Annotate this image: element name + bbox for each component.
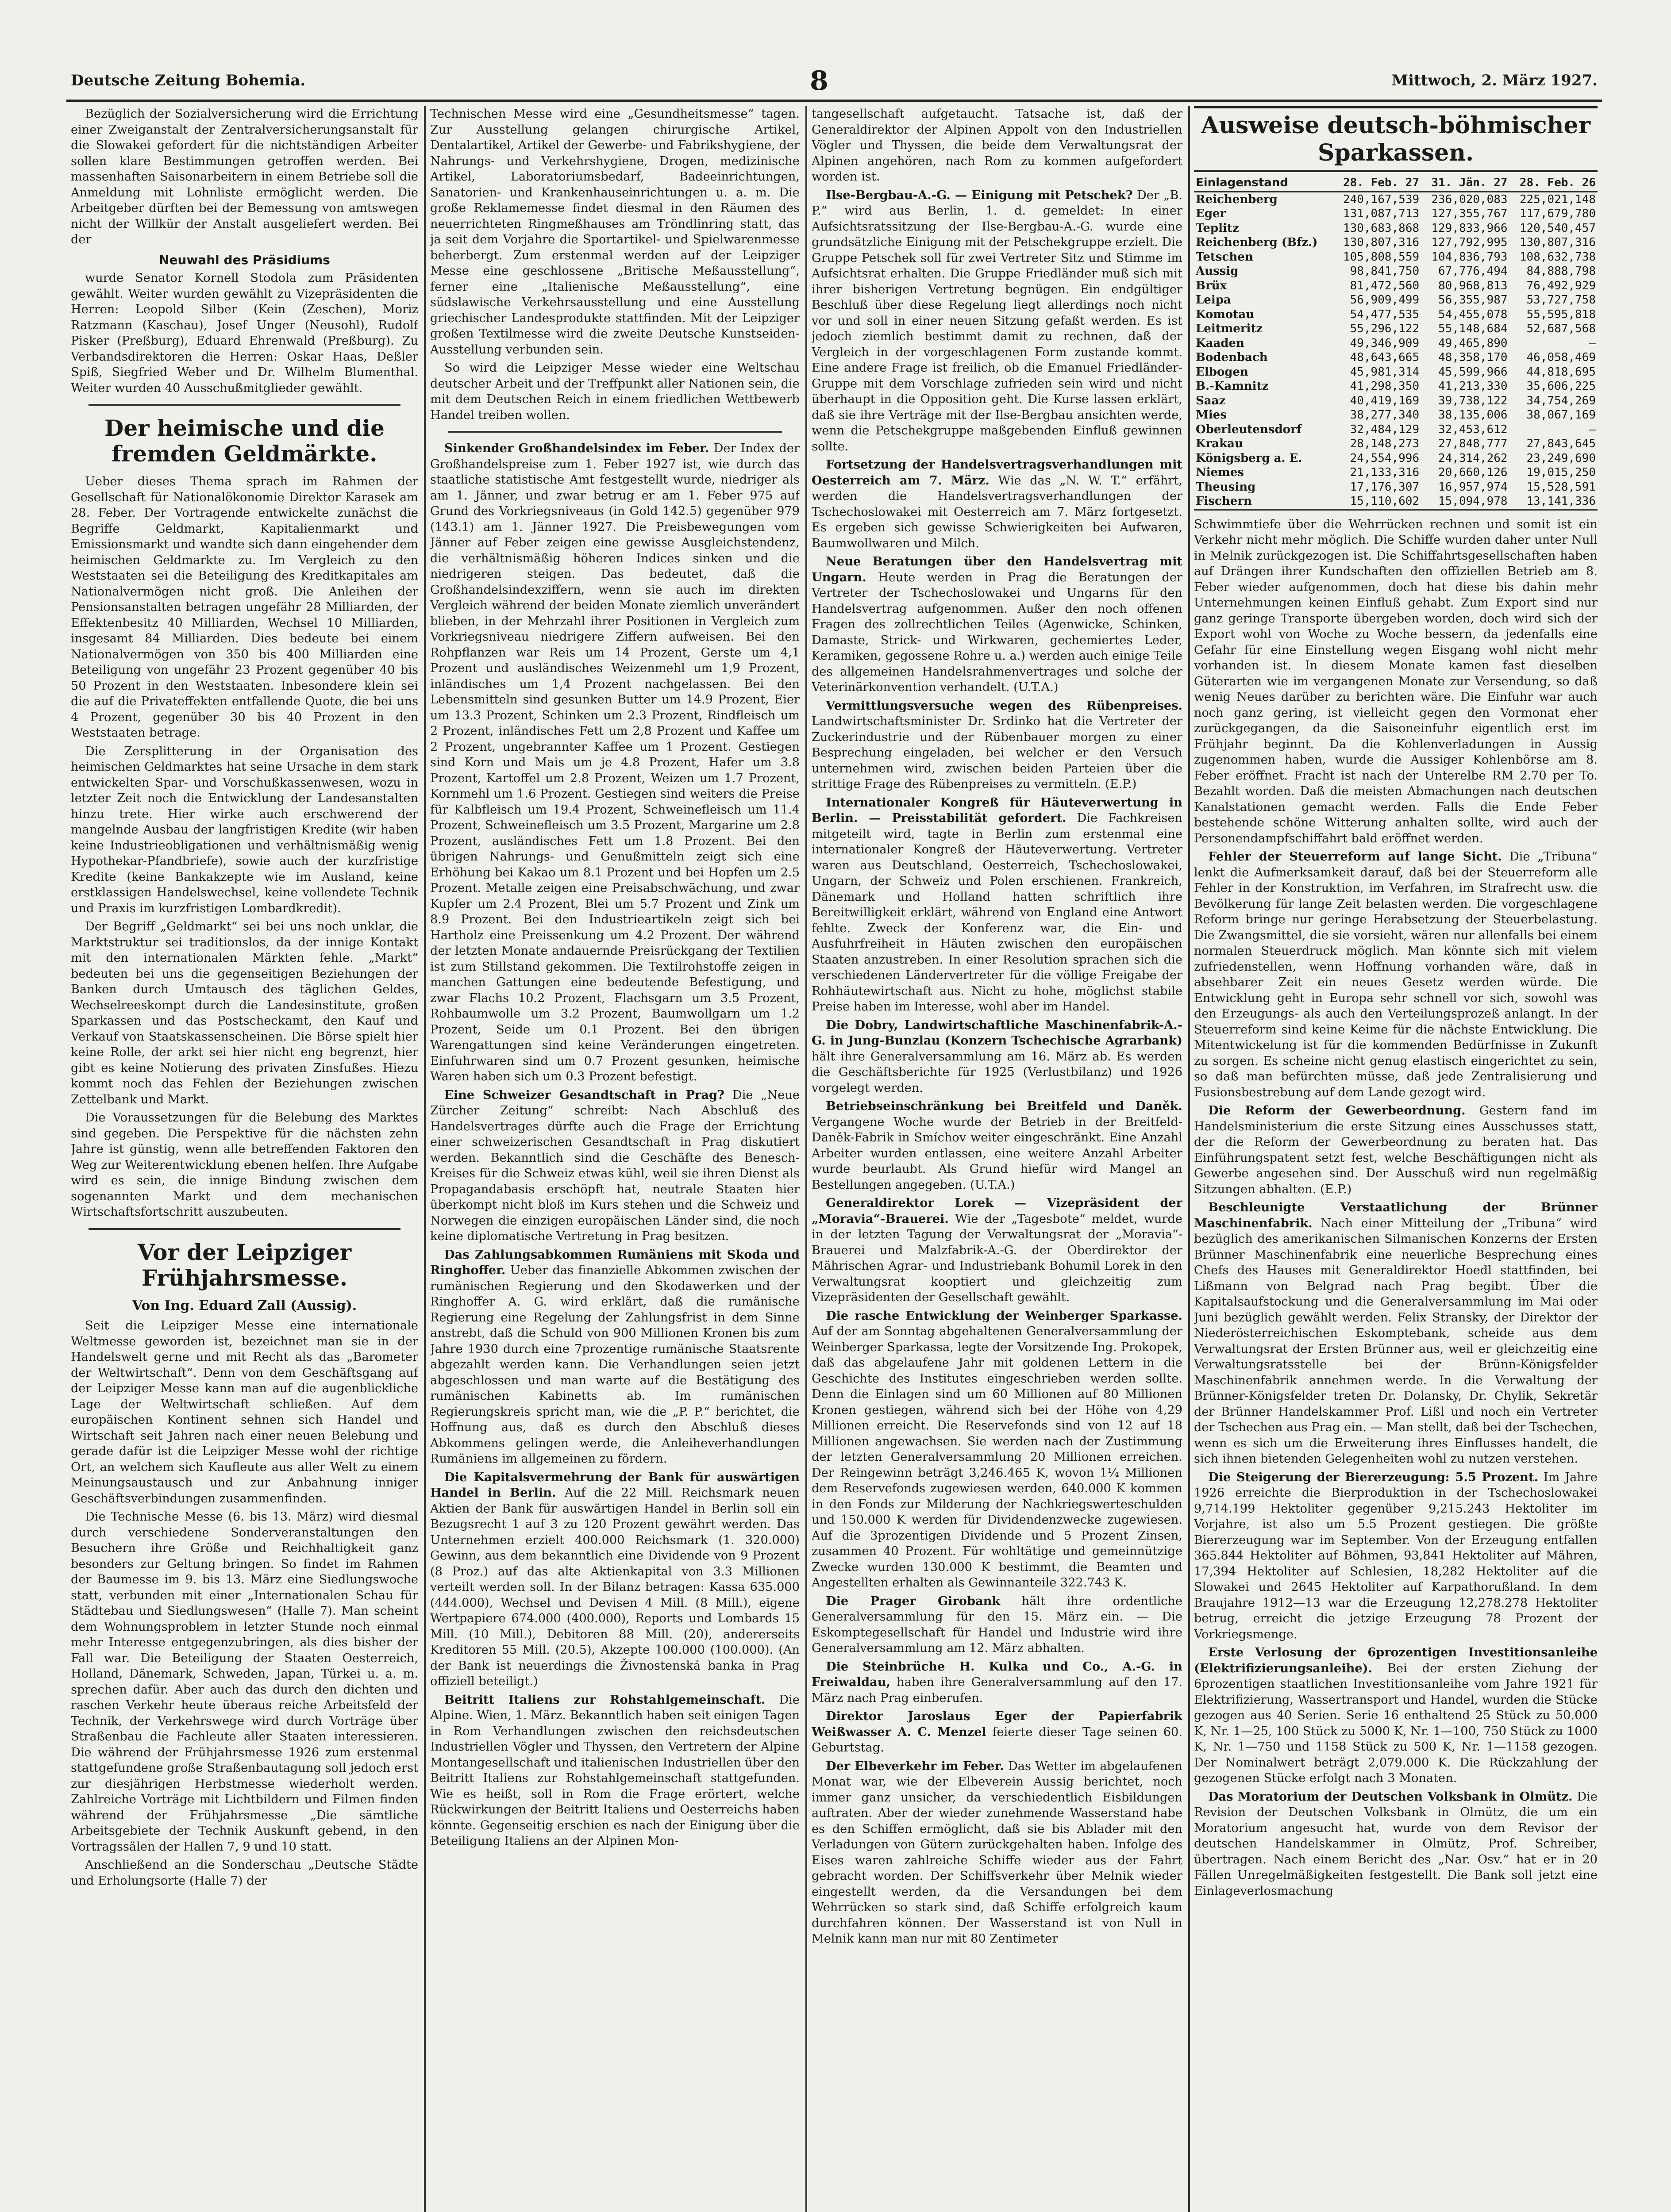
news-item-heading: Die Steigerung der Biererzeugung: 5.5 Prozent.: [1208, 1470, 1538, 1484]
column-header: Einlagenstand: [1194, 175, 1333, 192]
table-row: [1194, 221, 1598, 236]
article-paragraph: Schwimmtiefe über die Wehrrücken rechnen und somit ist ein Verkehr nicht mehr möglich. Die Schiffe wurden daher unter Null in Melnik zurückgezogen ist. Die Schiffahrtsgesellschaften haben auf Drängen ihrer Kundschaften den offiziellen Betrieb am 8. Feber wieder aufgenommen, doch hat diese bis dahin mehr Unternehmungen keinen Einfluß gehabt. Zum Export sind nur ganz geringe Transporte übergeben worden, doch wird sich der Export wohl von Woche zu Woche bessern, da jedenfalls eine Gefahr für eine Einstellung wegen Eisgang wohl nicht mehr vorhanden ist. In diesem Monate kamen fast dieselben Güterarten wie im vergangenen Monate zur Versendung, so daß wenig Neues darüber zu berichten wäre. Die Einfuhr war auch noch ganz gering, ist vielleicht gegen den Vormonat eher zurückgegangen, da die Saisoneinfuhr eigentlich erst im Frühjahr beginnt. Da die Kohlenverladungen in Aussig zugenommen haben, wurde die Aussiger Kohlenbörse am 8. Feber eröffnet. Fracht ist nach der Unterelbe RM 2.70 per To. Bezahlt worden. Daß die meisten Abmachungen nach deutschen Kanalstationen gemacht werden. Falls die Ende Feber bestehende schöne Witterung anhalten sollte, wird auch der Personendampfschiffahrt bald eröffnet werden.: [1194, 517, 1598, 845]
amount-cell: 52,687,568: [1526, 322, 1596, 335]
amount-cell: 55,296,122: [1350, 322, 1420, 335]
amount-cell: 32,453,612: [1438, 422, 1508, 436]
column-2: [430, 106, 800, 2212]
table-row: [1194, 192, 1598, 207]
amount-cell: 240,167,539: [1343, 192, 1420, 206]
amount-cell: 129,833,966: [1431, 221, 1508, 235]
amount-cell: 20,660,126: [1438, 466, 1508, 479]
amount-cell: 105,808,559: [1343, 250, 1420, 264]
amount-cell: 127,355,767: [1431, 207, 1508, 220]
amount-cell: 27,843,645: [1526, 437, 1596, 450]
bank-name-cell: Aussig: [1196, 265, 1239, 278]
amount-cell: 23,249,690: [1526, 451, 1596, 465]
amount-cell: —: [1589, 422, 1596, 436]
article-paragraph: Technischen Messe wird eine „Gesundheitsmesse“ tagen. Zur Ausstellung gelangen chirurgische Artikel, Dentalartikel, Artikel der Gewerbe- und Fabrikshygiene, der Nahrungs- und Verkehrshygiene, Drogen, medizinische Artikel, Laboratoriumsbedarf, Badeeinrichtungen, Sanatorien- und Krankenhauseinrichtungen u. a. m. Die große Reklamemesse findet diesmal in den Räumen des neuerrichteten Ringmeßhauses am Tröndlinring statt, das ja seit dem Vorjahre die Sportartikel- und Spielwarenmesse beherbergt. Zum erstenmal werden auf der Leipziger Messe eine geschlossene „Britische Meßausstellung“, ferner eine „Italienische Meßausstellung“, eine südslawische Verkehrsausstellung und eine Ausstellung griechischer Landesprodukte stattfinden. Mit der Leipziger großen Textilmesse wird die zweite Deutsche Kunstseiden-Ausstellung verbunden sein.: [430, 107, 800, 357]
bank-name-cell: Leipa: [1196, 293, 1231, 307]
table-row: [1194, 250, 1598, 265]
table-row: [1194, 379, 1598, 394]
news-item-text: hält ihre ordentliche Generalversammlung für den 15. März ein. — Die Eskomptegesellschaft für Handel und Industrie wird ihre Generalversammlung am 12. März abhalten.: [812, 1594, 1182, 1655]
news-item-heading: Ilse-Bergbau-A.-G. — Einigung mit Petschek?: [826, 188, 1133, 202]
table-row: [1194, 350, 1598, 365]
news-item-heading: Das Moratorium der Deutschen Volksbank in Olmütz.: [1208, 1789, 1573, 1804]
bank-name-cell: Elbogen: [1196, 365, 1248, 379]
bank-name-cell: Reichenberg: [1196, 192, 1278, 206]
bank-name-cell: Bodenbach: [1196, 351, 1268, 364]
masthead: Deutsche Zeitung Bohemia.: [71, 72, 306, 89]
news-item-text: feierte dieser Tage seinen 60. Geburtstag.: [812, 1725, 1182, 1755]
amount-cell: 16,957,974: [1438, 480, 1508, 494]
amount-cell: 15,528,591: [1526, 480, 1596, 494]
news-item-heading: Vermittlungsversuche wegen des Rübenpreises.: [826, 698, 1182, 713]
news-item-heading: Internationaler Kongreß für Häuteverwertung in Berlin. — Preisstabilität gefordert.: [812, 795, 1182, 825]
amount-cell: 40,419,169: [1350, 394, 1420, 407]
news-item-heading: Die Steinbrüche H. Kulka und Co., A.-G. in Freiwaldau,: [812, 1659, 1182, 1689]
article-paragraph: So wird die Leipziger Messe wieder eine Weltschau deutscher Arbeit und der Treffpunkt aller Nationen sein, die mit dem Deutschen Reich in einem friedlichen Wettbewerb Handel treiben wollen.: [430, 361, 800, 422]
amount-cell: 54,477,535: [1350, 307, 1420, 321]
news-item-text: Das Wetter im abgelaufenen Monat war, wie der Elbeverein Aussig berichtet, noch immer ganz unsicher, da verschiedentlich Eisbildungen auftraten. Aber der wieder zunehmende Wasserstand habe es den Schiffen ermöglicht, daß sie bis Ablader mit den Verladungen von Gütern zurückgehalten haben. Infolge des Eises waren zahlreiche Schiffe wieder aus der Fahrt gebracht worden. Der Schiffsverkehr über Melnik wieder eingestellt werden, da die Versandungen bei dem Wehrrücken so stark sind, daß Schiffe erfolgreich kaum durchfahren können. Der Wasserstand ist von Null in Melnik kann man nur mit 80 Zentimeter: [812, 1759, 1182, 1946]
news-item-text: Landwirtschaftsminister Dr. Srdinko hat die Vertreter der Zuckerindustrie und der Rübenbauer morgen zu einer Besprechung eingeladen, bei welcher er den Versuch unternehmen wird, zwischen beiden Parteien über die strittige Frage des Rübenpreises zu vermitteln. (E.P.): [812, 714, 1182, 791]
amount-cell: 131,087,713: [1343, 207, 1420, 220]
bank-name-cell: Niemes: [1196, 466, 1244, 479]
table-body: [1194, 192, 1598, 510]
table-row: [1194, 494, 1598, 510]
amount-cell: 32,484,129: [1350, 422, 1420, 436]
amount-cell: 108,632,738: [1519, 250, 1596, 264]
column-1: [71, 106, 418, 2212]
table-row: [1194, 235, 1598, 250]
news-item-text: Vergangene Woche wurde der Betrieb in der Breitfeld-Daněk-Fabrik in Smíchov weiter eingeschränkt. Eine Anzahl Arbeiter wurden entlassen, eine weitere Anzahl Arbeiter wurde beurlaubt. Als Grund hiefür wird Mangel an Bestellungen angegeben. (U.T.A.): [812, 1115, 1182, 1192]
bank-name-cell: Fischern: [1194, 494, 1333, 510]
amount-cell: 120,540,457: [1519, 221, 1596, 235]
news-item-heading: Beitritt Italiens zur Rohstahlgemeinschaft.: [444, 1692, 766, 1707]
amount-cell: 130,807,316: [1343, 236, 1420, 249]
amount-cell: 41,298,350: [1350, 380, 1420, 393]
article-paragraph: wurde Senator Kornell Stodola zum Präsidenten gewählt. Weiter wurden gewählt zu Vizepräsidenten die Herren: Leopold Silber (Kein (Zeschen), Moriz Ratzmann (Kaschau), Josef Unger (Neusohl), Rudolf Pisker (Preßburg), Eduard Ehrenwald (Preßburg). Zu Verbandsdirektoren die Herren: Oskar Haas, Deßler Spiß, Siegfried Weber und Dr. Wilhelm Blumenthal. Weiter wurden 40 Ausschußmitglieder gewählt.: [71, 271, 418, 395]
news-item-heading: Die Prager Girobank: [826, 1594, 1001, 1608]
bank-name-cell: Kaaden: [1196, 336, 1244, 350]
column-4: [1194, 106, 1598, 2212]
amount-cell: 27,848,777: [1438, 437, 1508, 450]
column-rule-3: [1188, 106, 1190, 2212]
table-row: [1194, 422, 1598, 437]
amount-cell: 127,792,995: [1431, 236, 1508, 249]
byline: Von Ing. Eduard Zall (Aussig).: [132, 1298, 357, 1313]
news-item-text: Die „Tribuna“ lenkt die Aufmerksamkeit darauf, daß bei der Steuerreform alle Fehler in der Konstruktion, im Verfahren, im Strafrecht usw. die Bevölkerung für lange Zeit belasten werden. Die vorgeschlagene Reform bringe nur geringe Herabsetzung der Steuerbelastung. Die Zwangsmittel, die sie vorsieht, wären nur allenfalls bei einem normalen Steuerdruck möglich. Man könnte sich mit vielem zufriedenstellen, wenn Hoffnung vorhanden wäre, daß in absehbarer Zeit ein neues Gesetz werden würde. Die Entwicklung geht in Europa sehr schnell vor sich, sowohl was den Erzeugungs- als auch den Verteilungsprozeß anlangt. In der Steuerreform sind keine Keime für die nächste Entwicklung. Die Mitentwickelung ist für die kommenden Bedürfnisse in Zukunft zu sorgen. Es scheine nicht genug elastisch eingerichtet zu sein, so daß man befürchten müsse, daß jede Zentralisierung und Fusionsbestrebung auf dem Lande gezogt wird.: [1194, 850, 1598, 1099]
bank-name-cell: Eger: [1196, 207, 1226, 220]
page-header: [66, 65, 1598, 96]
amount-cell: 17,176,307: [1350, 480, 1420, 494]
amount-cell: 34,754,269: [1526, 394, 1596, 407]
column-3: [812, 106, 1182, 2212]
bank-name-cell: Mies: [1196, 408, 1227, 422]
table-row: [1194, 437, 1598, 451]
news-item-text: Im Jahre 1926 erreichte die Bierproduktion in der Tschechoslowakei 9,714.199 Hektoliter gegenüber 9,215.243 Hektoliter im Vorjahre, ist also um 5.5 Prozent gestiegen. Die größte Biererzeugung war im September. Von der Erzeugung entfallen 365.844 Hektoliter auf Böhmen, 93,841 Hektoliter auf Mähren, 17,394 Hektoliter auf Schlesien, 18,282 Hektoliter auf die Slowakei und 2645 Hektoliter auf Karpathorußland. In dem Braujahre 1912—13 war die Erzeugung 12,278.278 Hektoliter betrug, erreicht die jetzige Erzeugung 78 Prozent der Vorkriegsmenge.: [1194, 1470, 1598, 1641]
news-item-text: Der Index der Großhandelspreise zum 1. Feber 1927 ist, wie durch das staatliche statistische Amt festgestellt wurde, niedriger als am 1. Jänner, und zwar betrug er am 1. Feber 975 auf Grund des Vorkriegsniveaus (in Gold 142.5) gegenüber 979 (143.1) am 1. Jänner 1927. Die Preisbewegungen vom Jänner auf Feber zeigen eine gewisse Ausgleichstendenz, die verhältnismäßig höheren Indices sinken und die niedrigeren steigen. Das bedeutet, daß die Großhandelsindexziffern, wenn sie auch im direkten Vergleich während der beiden Monate ziemlich unverändert blieben, in der Mehrzahl ihrer Positionen in Vergleich zum Vorkriegsniveau niedrigere Ziffern aufweisen. Bei den Rohpflanzen war Reis um 14 Prozent, Gerste um 4,1 Prozent und ausländisches Weizenmehl um 1,9 Prozent, inländisches um 1,4 Prozent nachgelassen. Bei den Lebensmitteln sind gesunken Butter um 14.9 Prozent, Eier um 13.3 Prozent, Schinken um 2.3 Prozent, Rindfleisch um 2 Prozent, inländisches Fett um 2,8 Prozent und Kaffee um 2 Prozent, ungebrannter Kaffee um 1 Prozent. Gestiegen sind Korn und Mais um je 4.8 Prozent, Hafer um 3.8 Prozent, Kartoffel um 2.8 Prozent, Weizen um 1.7 Prozent, Kornmehl um 1.6 Prozent. Gestiegen sind weiters die Preise für Kalbfleisch um 19.4 Prozent, Schweinefleisch um 11.4 Prozent, Schweinefleisch um 3.5 Prozent, Margarine um 2.8 Prozent, ausländisches Fett um 1.8 Prozent. Bei den übrigen Nahrungs- und Genußmitteln zeigt sich eine Erhöhung bei Kakao um 8.1 Prozent und bei Hopfen um 2.5 Prozent. Metalle zeigen eine Preisabschwächung, und zwar Kupfer um 2.4 Prozent, Blei um 5.7 Prozent und Zink um 8.9 Prozent. Bei den Industrieartikeln zeigt sich bei Hartholz eine Preissenkung um 4.2 Prozent. Der während der letzten Monate andauernde Preisrückgang der Textilien ist zum Stillstand gekommen. Die Textilrohstoffe zeigen in manchen Gattungen eine bedeutende Befestigung, und zwar Flachs 10.2 Prozent, Flachsgarn um 3.5 Prozent, Rohbaumwolle um 3.2 Prozent, Baumwollgarn um 1.2 Prozent, Seide um 0.1 Prozent. Bei den übrigen Warengattungen sind keine Veränderungen eingetreten. Einfuhrwaren sind um 0.7 Prozent gesunken, heimische Waren haben sich um 0.3 Prozent befestigt.: [430, 442, 800, 1083]
amount-cell: 15,110,602: [1333, 494, 1421, 510]
amount-cell: 35,606,225: [1526, 380, 1596, 393]
amount-cell: 130,807,316: [1519, 236, 1596, 249]
article-headline: Der heimische und die fremden Geldmärkte.: [104, 415, 385, 467]
amount-cell: 46,058,469: [1526, 351, 1596, 364]
amount-cell: 49,465,890: [1438, 336, 1508, 350]
article-paragraph: Die Zersplitterung in der Organisation des heimischen Geldmarktes hat seine Ursache in dem stark entwickelten Spar- und Vorschußkassenwesen, wozu in letzter Zeit noch die Entwicklung der Landesanstalten hinzu trete. Hier wirke auch erschwerend der mangelnde Ausbau der langfristigen Kredite (wir haben keine Industrieobligationen und verhältnismäßig wenig Hypothekar-Pfandbriefe), sowie auch der kurzfristige Kredite (keine Bankakzepte wie im Ausland, keine erstklassigen Handelswechsel, keine vollendete Technik und Praxis im kurzfristigen Lombardkredit).: [71, 744, 418, 915]
news-item-heading: Erste Verlosung der 6prozentigen Investitionsanleihe (Elektrifizierungsanleihe).: [1194, 1645, 1598, 1675]
amount-cell: 55,595,818: [1526, 307, 1596, 321]
savings-table-title: Ausweise deutsch-böhmischer Sparkassen.: [1194, 106, 1598, 172]
column-header: 28. Feb. 26: [1509, 175, 1598, 192]
column-header: 31. Jän. 27: [1421, 175, 1509, 192]
bank-name-cell: Tetschen: [1196, 250, 1253, 264]
amount-cell: 44,818,695: [1526, 365, 1596, 379]
article-paragraph: Bezüglich der Sozialversicherung wird die Errichtung einer Zweiganstalt der Zentralversicherungsanstalt für die Slowakei gefordert für die nichtständigen Arbeiter sollen klare Bestimmungen getroffen werden. Bei massenhaften Saisonarbeitern in einem Betriebe soll die Anmeldung mit Lohnliste ermöglicht werden. Die Arbeitgeber dürften bei der Bemessung von amtswegen nicht der Willkür der Anstalt ausgeliefert werden. Bei der: [71, 107, 418, 246]
article-paragraph: Der Begriff „Geldmarkt“ sei bei uns noch unklar, die Marktstruktur sei traditionslos, da der innige Kontakt mit den internationalen Märkten fehle. „Markt“ bedeuten bei uns die gegenseitigen Beziehungen der Banken durch Umtausch des täglichen Geldes, Wechselreeskompt durch die Landesinstitute, großen Sparkassen und das Postscheckamt, den Kauf und Verkauf von Staatskassenscheinen. Die Börse spielt hier keine Rolle, der arkt sei hier nicht eng begrenzt, hier gibt es keine Notierung des privaten Zinsfußes. Hiezu kommt noch das Fehlen der Beziehungen zwischen Zettelbank und Markt.: [71, 920, 418, 1106]
news-item-heading: Die Reform der Gewerbeordnung.: [1208, 1103, 1466, 1118]
news-item-text: Auf der am Sonntag abgehaltenen Generalversammlung der Weinberger Sparkassa, legte der Vorsitzende Ing. Prokopek, daß das abgelaufene Jahr mit goldenen Lettern in die Geschichte des Institutes eingeschrieben werden sollte. Denn die Einlagen sind um 60 Millionen auf 80 Millionen Kronen gestiegen, während sich bei der Höhe von 4,29 Millionen erreicht. Die Reservefonds sind von 12 auf 18 Millionen angewachsen. Sie werden nach der Zustimmung der letzten Generalversammlung 20 Millionen erreichen. Der Reingewinn beträgt 3,246.465 K, wovon 1¼ Millionen dem Reservefonds zugewiesen werden, 640.000 K kommen in den Fonds zur Milderung der Nachkriegswerteschulden und 150.000 K werden für Dividendenzwecke zugewiesen. Auf die 3prozentigen Dividende und 5 Prozent Zinsen, zusammen 40 Prozent. Für wohltätige und gemeinnützige Zwecke wurden 130.000 K bestimmt, die Beamten und Angestellten erhalten als Gewinnanteile 322.743 K.: [812, 1325, 1182, 1590]
news-item-text: Wie das „N. W. T.“ erfährt, werden die Handelsvertragsverhandlungen der Tschechoslowakei mit Oesterreich am 7. März fortgesetzt. Es ergeben sich gewisse Schwierigkeiten bei Aufwaren, Baumwollwaren und Milch.: [812, 473, 1182, 550]
news-item-heading: Das Zahlungsabkommen Rumäniens mit Skoda und Ringhoffer.: [430, 1247, 800, 1277]
news-item-text: Bei der ersten Ziehung der 6prozentigen staatlichen Investitionsanleihe vom Jahre 1921 für Elektrifizierung, Wassertransport und Handel, wurden die Stücke gezogen aus 40 Serien. Serie 16 enthaltend 25 Stück zu 50.000 K, Nr. 1—25, 100 Stück zu 5000 K, Nr. 1—100, 750 Stück zu 1000 K, Nr. 1—750 und 1158 Stück zu 500 K, Nr. 1—1158 gezogen. Der Nominalwert beträgt 2,079.000 K. Die Rückzahlung der gezogenen Stücke erfolgt nach 3 Monaten.: [1194, 1661, 1598, 1785]
amount-cell: 41,213,330: [1438, 380, 1508, 393]
table-row: [1194, 365, 1598, 380]
article-separator: [448, 431, 782, 433]
amount-cell: 39,738,122: [1438, 394, 1508, 407]
column-header: 28. Feb. 27: [1333, 175, 1421, 192]
news-item-heading: Die Kapitalsvermehrung der Bank für auswärtigen Handel in Berlin.: [430, 1470, 800, 1500]
news-item-text: Die Fachkreisen mitgeteilt wird, tagte in Berlin zum erstenmal eine internationaler Kongreß der Häuteverwertung. Vertreter waren aus Deutschland, Oesterreich, Tschechoslowakei, Ungarn, der Schweiz und Polen erschienen. Frankreich, Dänemark und Holland hatten schriftlich ihre Bereitwilligkeit erklärt, während von England eine Antwort fehlte. Zweck der Konferenz war, die Ein- und Ausfuhrfreiheit in Häuten zwischen den europäischen Staaten anzustreben. In einer Resolution sprachen sich die verschiedenen Ländervertreter für die völlige Freigabe der Rohhäutewirtschaft aus. Nicht zu hohe, möglichst stabile Preise haben im Interesse, wohl aber im Handel.: [812, 811, 1182, 1014]
amount-cell: 15,094,978: [1421, 494, 1509, 510]
article-paragraph: Seit die Leipziger Messe eine internationale Weltmesse geworden ist, bezeichnet man sie in der Handelswelt gerne und mit Recht als das „Barometer der Weltwirtschaft“. Denn von dem Geschäftsgang auf der Leipziger Messe kann man auf die augenblickliche Lage der Weltwirtschaft schließen. Auf dem europäischen Kontinent sehnen sich Handel und Wirtschaft seit Jahren nach einer neuen Belebung und gerade dafür ist die Leipziger Messe wohl der richtige Ort, an welchem sich Kaufleute aus aller Welt zu einem Meinungsaustausch und zur Anbahnung inniger Geschäftsverbindungen zusammenfinden.: [71, 1319, 418, 1505]
amount-cell: 81,472,560: [1350, 279, 1420, 292]
news-item-text: Die Alpine. Wien, 1. März. Bekanntlich haben seit einigen Tagen in Rom Verhandlungen zwischen den reichsdeutschen Industriellen Vögler und Thyssen, den Vertretern der Alpine Montangesellschaft und italienischen Industriellen über den Beitritt Italiens zur Rohstahlgemeinschaft stattgefunden. Wie es heißt, soll in Rom die Frage erörtert, welche Rückwirkungen der Beitritt Italiens und Oesterreichs haben könnte. Gegenseitig erschien es nach der Einigung über die Beteiligung Italiens an der Alpinen Mon-: [430, 1693, 800, 1848]
amount-cell: 76,492,929: [1526, 279, 1596, 292]
bank-name-cell: Leitmeritz: [1196, 322, 1263, 335]
amount-cell: 45,981,314: [1350, 365, 1420, 379]
amount-cell: 84,888,798: [1526, 265, 1596, 278]
amount-cell: 45,599,966: [1438, 365, 1508, 379]
news-item-heading: Beschleunigte Verstaatlichung der Brünner Maschinenfabrik.: [1194, 1200, 1598, 1230]
table-row: [1194, 408, 1598, 422]
amount-cell: 130,683,868: [1343, 221, 1420, 235]
bank-name-cell: Oberleutensdorf: [1196, 422, 1301, 436]
news-item-heading: Generaldirektor Lorek — Vizepräsident der „Moravia“-Brauerei.: [812, 1196, 1182, 1226]
amount-cell: 38,135,006: [1438, 408, 1508, 422]
amount-cell: 38,277,340: [1350, 408, 1420, 422]
amount-cell: 28,148,273: [1350, 437, 1420, 450]
amount-cell: 48,643,665: [1350, 351, 1420, 364]
article-separator: [89, 1228, 400, 1230]
amount-cell: 21,133,316: [1350, 466, 1420, 479]
news-item-text: Heute werden in Prag die Beratungen der Vertreter der Tschechoslowakei und Ungarns für den Handelsvertrag aufgenommen. Außer den noch offenen Fragen des zollrechtlichen Teiles (Agenwicke, Schinken, Damaste, Strick- und Wirkwaren, gechemiertes Leder, Keramiken, gegossene Rohre u. a.) werden auch einige Teile des allgemeinen Handelsrahmenvertrages und solche der Veterinärkonvention verhandelt. (U.T.A.): [812, 570, 1182, 694]
news-item-text: Nach einer Mitteilung der „Tribuna“ wird bezüglich des amerikanischen Silmanischen Konzerns der Ersten Brünner Maschinenfabrik eine neuerliche Besprechung eines Chefs des Hauses mit Generaldirektor Hoedl stattfinden, bei Lißmann von Belgrad nach Prag begibt. Über die Kapitalsaufstockung und die Generalversammlung im Mai oder Juni bezüglich gewählt werden. Felix Stransky, der Direktor der Niederösterreichischen Eskomptebank, scheide aus dem Verwaltungsrat der Ersten Brünner aus, weil er gleichzeitig eine Verwaltungsratsstelle bei der Brünn-Königsfelder Maschinenfabrik annehmen werde. In die Verwaltung der Brünner-Königsfelder treten Dr. Dolansky, Dr. Chylik, Sekretär der Brünner Handelskammer Prof. Lißl und noch ein Vertreter der Tschechen aus Prag ein. — Man stellt, daß bei der Tschechen, wenn es sich um die Erweiterung ihres Einflusses handelt, die sich ihnen bietenden Gelegenheiten wohl zu nutzen verstehen.: [1194, 1216, 1598, 1466]
amount-cell: 98,841,750: [1350, 265, 1420, 278]
table-row: [1194, 322, 1598, 336]
amount-cell: 56,355,987: [1438, 293, 1508, 307]
news-item-text: Wie der „Tagesbote“ meldet, wurde in der letzten Tagung der Verwaltungsrat der „Moravia“-Brauerei und Malzfabrik-A.-G. der Oberdirektor der Mährischen Agrar- und Industriebank Bohumil Lorek in den Verwaltungsrat kooptiert und gleichzeitig zum Vizepräsidenten der Gesellschaft gewählt.: [812, 1212, 1182, 1304]
amount-cell: 53,727,758: [1526, 293, 1596, 307]
bank-name-cell: Theusing: [1196, 480, 1256, 494]
amount-cell: 80,968,813: [1438, 279, 1508, 292]
header-rule: [66, 100, 1602, 102]
savings-banks-table: [1194, 175, 1598, 511]
news-item-heading: Fehler der Steuerreform auf lange Sicht.: [1208, 849, 1502, 864]
news-item-text: hält ihre Generalversammlung am 16. März ab. Es werden die Geschäftsberichte für 1925 (Verlustbilanz) und 1926 vorgelegt werden.: [812, 1049, 1182, 1095]
amount-cell: 236,020,083: [1431, 192, 1508, 206]
article-separator: [89, 404, 400, 406]
table-row: [1194, 279, 1598, 293]
amount-cell: 13,141,336: [1509, 494, 1598, 510]
article-paragraph: Die Voraussetzungen für die Belebung des Marktes sind gegeben. Die Perspektive für die nächsten zehn Jahre ist günstig, wenn alle betreffenden Faktoren den Weg zur Weiterentwicklung ebenen helfen. Ihre Aufgabe wird es sein, die innige Bindung zwischen dem sogenannten Markt und dem mechanischen Wirtschaftsfortschritt auszubeuten.: [71, 1111, 418, 1219]
amount-cell: 49,346,909: [1350, 336, 1420, 350]
amount-cell: 117,679,780: [1519, 207, 1596, 220]
bank-name-cell: Komotau: [1196, 307, 1254, 321]
column-rule-2: [805, 106, 807, 2212]
bank-name-cell: Saaz: [1196, 394, 1226, 407]
amount-cell: 38,067,169: [1526, 408, 1596, 422]
bank-name-cell: Krakau: [1196, 437, 1243, 450]
amount-cell: 55,148,684: [1438, 322, 1508, 335]
news-item-text: Ueber das finanzielle Abkommen zwischen der rumänischen Regierung und den Skodawerken und der Ringhoffer A. G. wird erklärt, daß die rumänische Regierung eine Regelung der Zahlungsfrist in dem Sinne anstrebt, daß die Schuld von 900 Millionen Kronen bis zum Jahre 1930 durch eine 7prozentige rumänische Staatsrente abgezahlt werden kann. Die Verhandlungen seien jetzt abgeschlossen und man warte auf die Bestätigung des rumänischen Kabinetts ab. Im rumänischen Regierungskreis spricht man, wie die „P. P.“ berichtet, die Hoffnung aus, daß es durch den Abschluß dieses Abkommens gelingen werde, die Anleiheverhandlungen Rumäniens im allgemeinen zu fördern.: [430, 1263, 800, 1466]
table-row: [1194, 394, 1598, 408]
amount-cell: 19,015,250: [1526, 466, 1596, 479]
article-paragraph: Ueber dieses Thema sprach im Rahmen der Gesellschaft für Nationalökonomie Direktor Karasek am 28. Feber. Der Vortragende entwickelte zunächst die Begriffe Geldmarkt, Kapitalienmarkt und Emissionsmarkt und wandte sich dann eingehender dem heimischen Geldmarkte zu. Im Vergleich zu den Weststaaten sei die Beteiligung des Kreditkapitales am Nationalvermögen nicht groß. Die Anleihen der Pensionsanstalten betragen ungefähr 28 Milliarden, der Effektenbesitz 40 Milliarden, Wechsel 10 Milliarden, insgesamt 84 Milliarden. Dies bedeute bei einem Nationalvermögen von 350 bis 400 Milliarden eine Beteiligung von ungefähr 23 Prozent gegenüber 40 bis 50 Prozent in den Weststaaten. Inbesondere klein sei die auf die Privateffekten entfallende Quote, die bei uns 4 Prozent, gegenüber 30 bis 40 Prozent in den Weststaaten betrage.: [71, 475, 418, 740]
news-item-heading: Fortsetzung der Handelsvertragsverhandlungen mit Oesterreich am 7. März.: [812, 457, 1182, 488]
news-item-text: Der „B. P.“ wird aus Berlin, 1. d. gemeldet: In einer Aufsichtsratssitzung der Ilse-Bergbau-A.-G. wurde eine grundsätzliche Einigung mit der Petschekgruppe erzielt. Die Gruppe Petschek soll für zwei Vertreter Sitz und Stimme im Aufsichtsrat erhalten. Die Gruppe Friedländer muß sich mit ihrer bisherigen Vertretung begnügen. Ein endgültiger Beschluß über diese Regelung liegt allerdings noch nicht vor und soll in einer neuen Sitzung gefaßt werden. Es ist jedoch ziemlich bestimmt damit zu rechnen, daß der Vergleich in der vorgeschlagenen Form zustande kommt. Eine andere Frage ist freilich, ob die Emanuel Friedländer-Gruppe mit dem Vorschlage zufrieden sein wird und nicht überhaupt in die Opposition geht. Die Kurse lassen erklärt, daß sie ihre Verträge mit der Ilse-Bergbau ansichten werde, wenn die Petschekgruppe maßgebenden Einfluß gewinnen sollte.: [812, 188, 1182, 453]
article-paragraph: tangesellschaft aufgetaucht. Tatsache ist, daß der Generaldirektor der Alpinen Appolt von den Industriellen Vögler und Thyssen, die beide dem Verwaltungsrat der Alpinen angehören, nach Rom zu kommen aufgefordert worden ist.: [812, 107, 1182, 184]
bank-name-cell: Brüx: [1196, 279, 1227, 292]
article-paragraph: Anschließend an die Sonderschau „Deutsche Städte und Erholungsorte (Halle 7) der: [71, 1858, 418, 1888]
amount-cell: 24,314,262: [1438, 451, 1508, 465]
subheading: Neuwahl des Präsidiums: [159, 252, 330, 267]
table-row: [1194, 451, 1598, 466]
bank-name-cell: B.-Kamnitz: [1196, 380, 1269, 393]
news-item-heading: Der Elbeverkehr im Feber.: [826, 1759, 1004, 1773]
issue-date: Mittwoch, 2. März 1927.: [1391, 72, 1598, 89]
table-row: [1194, 336, 1598, 351]
news-item-heading: Direktor Jaroslaus Eger der Papierfabrik Weißwasser A. C. Menzel: [812, 1709, 1182, 1739]
bank-name-cell: Königsberg a. E.: [1196, 451, 1302, 465]
amount-cell: 67,776,494: [1438, 265, 1508, 278]
news-item-text: haben ihre Generalversammlung auf den 17. März nach Prag einberufen.: [812, 1675, 1182, 1705]
amount-cell: 104,836,793: [1431, 250, 1508, 264]
table-row: [1194, 307, 1598, 322]
amount-cell: 54,455,078: [1438, 307, 1508, 321]
amount-cell: 225,021,148: [1519, 192, 1596, 206]
news-item-heading: Betriebseinschränkung bei Breitfeld und Daněk.: [826, 1099, 1182, 1113]
amount-cell: 56,909,499: [1350, 293, 1420, 307]
article-headline: Vor der Leipziger Frühjahrsmesse.: [137, 1239, 352, 1291]
column-rule-1: [424, 106, 426, 2212]
news-item-text: Gestern fand im Handelsministerium die erste Sitzung eines Ausschusses statt, der die Reform der Gewerbeordnung zu beraten hat. Das Einführungspatent setzt fest, welche Beschäftigungen nicht als Gewerbe angesehen sind. Der Ausschuß wird nun regelmäßig Sitzungen abhalten. (E.P.): [1194, 1104, 1598, 1196]
news-item-heading: Die rasche Entwicklung der Weinberger Sparkasse.: [826, 1308, 1182, 1323]
amount-cell: 24,554,996: [1350, 451, 1420, 465]
table-row: [1194, 207, 1598, 221]
bank-name-cell: Teplitz: [1196, 221, 1239, 235]
amount-cell: —: [1589, 336, 1596, 350]
table-row: [1194, 465, 1598, 480]
page-number: 8: [810, 65, 828, 96]
news-item-heading: Die Dobry, Landwirtschaftliche Maschinenfabrik-A.-G. in Jung-Bunzlau (Konzern Tschechische Agrarbank): [812, 1018, 1182, 1048]
table-row: [1194, 293, 1598, 307]
news-item-heading: Eine Schweizer Gesandtschaft in Prag?: [444, 1087, 724, 1102]
amount-cell: 48,358,170: [1438, 351, 1508, 364]
bank-name-cell: Reichenberg (Bfz.): [1196, 236, 1318, 249]
table-row: [1194, 264, 1598, 279]
news-item-heading: Sinkender Großhandelsindex im Feber.: [444, 441, 709, 455]
table-row: [1194, 480, 1598, 495]
article-paragraph: Die Technische Messe (6. bis 13. März) wird diesmal durch verschiedene Sonderveranstaltungen den Besuchern ihre Größe und Reichhaltigkeit ganz besonders zur Geltung bringen. So findet im Rahmen der Baumesse im 9. bis 13. März eine Siedlungswoche statt, verbunden mit einer „Internationalen Schau für Städtebau und Siedlungswesen“ (Halle 7). Man scheint dem Wohnungsproblem in letzter Stunde noch einmal mehr Interesse entgegenzubringen, als dies bisher der Fall war. Die Beteiligung der Staaten Oesterreich, Holland, Dänemark, Schweden, Japan, Türkei u. a. m. sprechen dafür. Aber auch das durch den dichten und raschen Verkehr heute überaus reiche Arbeitsfeld der Technik, der Verkehrswege wird durch Vorträge über Straßenbau die Fachleute aller Staaten interessieren. Die während der Frühjahrsmesse 1926 zum erstenmal stattgefundene große Straßenbautagung soll jedoch erst zur diesjährigen Herbstmesse wiederholt werden. Zahlreiche Vorträge mit Lichtbildern und Filmen finden während der Frühjahrsmesse „Die sämtliche Arbeitsgebiete der Technik Auskunft gebend, in den Vortragssälen der Hallen 7, 9 und 10 statt.: [71, 1510, 418, 1854]
news-item-text: Die Revision der Deutschen Volksbank in Olmütz, die um ein Moratorium angesucht hat, wurde von dem Revisor der deutschen Handelskammer in Olmütz, Prof. Schreiber, übertragen. Nach einem Bericht des „Nar. Osv.“ hat er in 20 Fällen Unregelmäßigkeiten festgestellt. Die Bank soll jetzt eine Einlageverlosmachung: [1194, 1790, 1598, 1898]
news-item-text: Auf die 22 Mill. Reichsmark neuen Aktien der Bank für auswärtigen Handel in Berlin soll ein Bezugsrecht 1 auf 3 zu 120 Prozent gewährt werden. Das Unternehmen erzielt 400.000 Reichsmark (1. 320.000) Gewinn, aus dem bekanntlich eine Dividende von 9 Prozent (8 Proz.) auf das alte Aktienkapital von 3.3 Millionen verteilt werden soll. In der Bilanz betragen: Kassa 635.000 (444.000), Wechsel und Devisen 4 Mill. (8 Mill.), eigene Wertpapiere 674.000 (400.000), Reports und Lombards 15 Mill. (10 Mill.), Debitoren 88 Mill. (20), andererseits Kreditoren 55 Mill. (20.5), Akzepte 100.000 (100.000). (An der Bank ist neuerdings die Živnostenská banka in Prag offiziell beteiligt.): [430, 1486, 800, 1688]
table-header-row: [1194, 175, 1598, 192]
news-item-heading: Neue Beratungen über den Handelsvertrag mit Ungarn.: [812, 554, 1182, 584]
news-item-text: Die „Neue Zürcher Zeitung“ schreibt: Nach Abschluß des Handelsvertrages dürfte auch die Frage der Errichtung einer schweizerischen Gesandtschaft in Prag diskutiert werden. Bekanntlich sind die Geschäfte des Benesch-Kreises für die Schweiz etwas kühl, weil sie ihren Dienst als Propagandabasis erschöpft hat, neutrale Staaten hier überkompt nicht bloß im Kurs stehen und die Schweiz und Norwegen die einzigen europäischen Länder sind, die noch keine diplomatische Vertretung in Prag besitzen.: [430, 1088, 800, 1243]
